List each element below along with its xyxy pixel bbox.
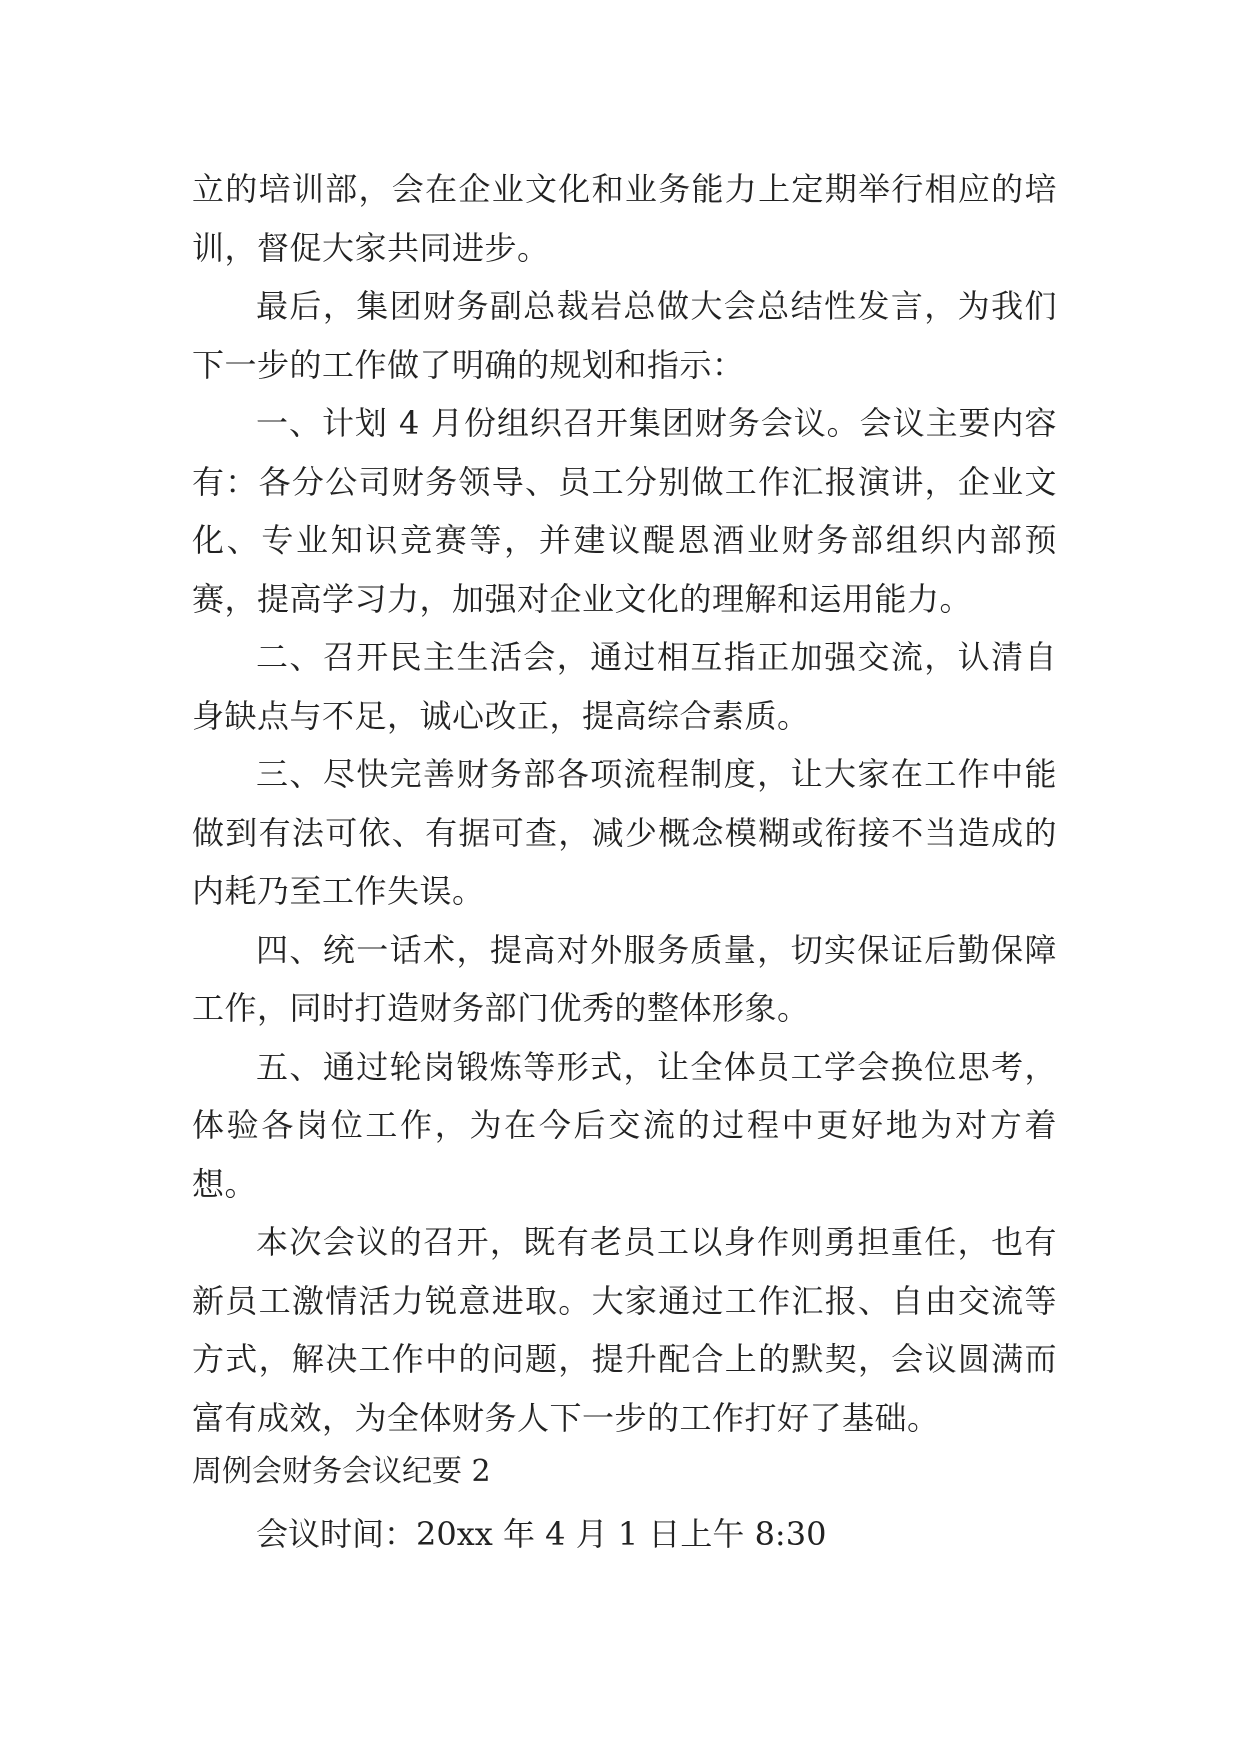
section-heading: 周例会财务会议纪要 2 [192, 1454, 491, 1489]
paragraph-6: 四、统一话术，提高对外服务质量，切实保证后勤保障工作，同时打造财务部门优秀的整体形象。 [192, 930, 1057, 1027]
paragraph-2: 最后，集团财务副总裁岩总做大会总结性发言，为我们下一步的工作做了明确的规划和指示： [192, 287, 1057, 384]
meeting-time: 会议时间：20xx 年 4 月 1 日上午 8:30 [256, 1515, 827, 1553]
paragraph-5: 三、尽快完善财务部各项流程制度，让大家在工作中能做到有法可依、有据可查，减少概念模糊或衔接不当造成的内耗乃至工作失误。 [192, 755, 1057, 910]
paragraph-1: 立的培训部，会在企业文化和业务能力上定期举行相应的培训，督促大家共同进步。 [192, 170, 1057, 267]
paragraph-7: 五、通过轮岗锻炼等形式，让全体员工学会换位思考，体验各岗位工作，为在今后交流的过程中更好地为对方着想。 [192, 1047, 1057, 1203]
document-body [192, 160, 1057, 1447]
paragraph-3: 一、计划 4 月份组织召开集团财务会议。会议主要内容有：各分公司财务领导、员工分别做工作汇报演讲，企业文化、专业知识竞赛等，并建议醍恩酒业财务部组织内部预赛，提高学习力，加强对企业文化的理解和运用能力。 [192, 404, 1057, 618]
paragraph-8: 本次会议的召开，既有老员工以身作则勇担重任，也有新员工激情活力锐意进取。大家通过工作汇报、自由交流等方式，解决工作中的问题，提升配合上的默契，会议圆满而富有成效，为全体财务人下一步的工作打好了基础。 [192, 1223, 1057, 1437]
paragraph-4: 二、召开民主生活会，通过相互指正加强交流，认清自身缺点与不足，诚心改正，提高综合素质。 [192, 638, 1057, 735]
